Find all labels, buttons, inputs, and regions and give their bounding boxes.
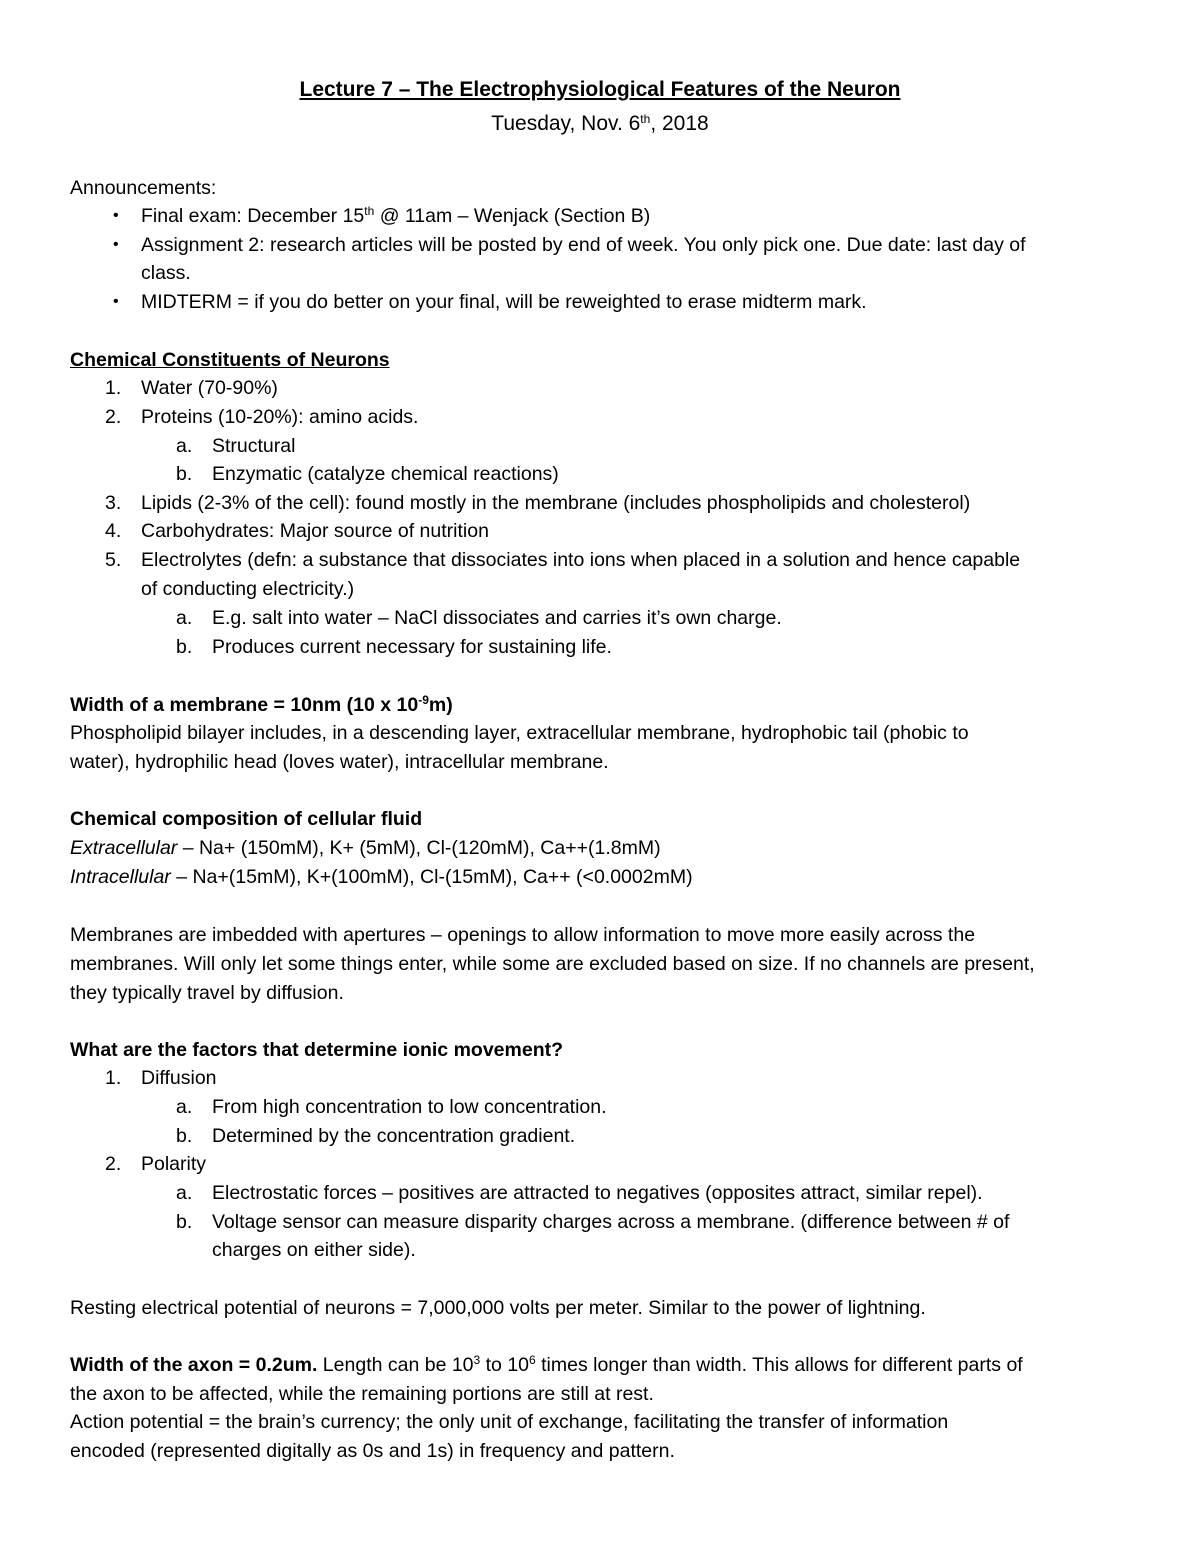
intracellular-label: Intracellular <box>70 866 171 888</box>
extracellular-text: – Na+ (150mM), K+ (5mM), Cl-(120mM), Ca++(1.8mM) <box>177 837 661 859</box>
list-marker: 5. <box>105 549 122 571</box>
list-item: Determined by the concentration gradient. <box>212 1125 576 1147</box>
bullet-icon: • <box>113 293 119 310</box>
lecture-date <box>0 112 1200 136</box>
list-marker: b. <box>176 636 193 658</box>
extracellular-label: Extracellular <box>70 837 178 859</box>
list-marker: a. <box>176 1182 193 1204</box>
section-heading: What are the factors that determine ionic movement? <box>70 1039 564 1061</box>
paragraph-line: membranes. Will only let some things enter, while some are excluded based on size. If no channels are present, <box>70 953 1035 975</box>
list-item: Lipids (2-3% of the cell): found mostly in the membrane (includes phospholipids and cholesterol) <box>141 492 971 514</box>
list-marker: 2. <box>105 406 122 428</box>
announcement-item: Assignment 2: research articles will be posted by end of week. You only pick one. Due date: last day of <box>141 234 1026 256</box>
list-marker: b. <box>176 1125 193 1147</box>
list-item: Carbohydrates: Major source of nutrition <box>141 520 489 542</box>
paragraph-line: Resting electrical potential of neurons = 7,000,000 volts per meter. Similar to the power of lightning. <box>70 1297 926 1319</box>
announcement-item: MIDTERM = if you do better on your final, will be reweighted to erase midterm mark. <box>141 291 867 313</box>
list-marker: a. <box>176 435 193 457</box>
announcement-item <box>141 204 650 228</box>
list-item: Structural <box>212 435 296 457</box>
list-item: Electrostatic forces – positives are attracted to negatives (opposites attract, similar repel). <box>212 1182 983 1204</box>
list-item: Enzymatic (catalyze chemical reactions) <box>212 463 559 485</box>
axon-text: to 10 <box>480 1354 530 1376</box>
extracellular-line <box>70 836 661 860</box>
list-item: From high concentration to low concentration. <box>212 1096 607 1118</box>
list-marker: 1. <box>105 1067 122 1089</box>
paragraph-line: Membranes are imbedded with apertures – openings to allow information to move more easily across the <box>70 924 976 946</box>
axon-line <box>70 1353 1023 1377</box>
list-item: Proteins (10-20%): amino acids. <box>141 406 419 428</box>
date-year: , 2018 <box>650 112 709 135</box>
list-marker: 4. <box>105 520 122 542</box>
axon-sup: 3 <box>473 1353 481 1367</box>
intracellular-line <box>70 865 693 889</box>
announcement-item-cont: class. <box>141 262 191 284</box>
paragraph-line: water), hydrophilic head (loves water), intracellular membrane. <box>70 751 609 773</box>
list-marker: 3. <box>105 492 122 514</box>
announcements-heading: Announcements: <box>70 177 217 199</box>
item-text-rest: @ 11am – Wenjack (Section B) <box>374 205 651 227</box>
section-heading: Chemical composition of cellular fluid <box>70 808 423 830</box>
list-marker: a. <box>176 607 193 629</box>
bullet-icon: • <box>113 236 119 253</box>
item-sup: th <box>364 204 375 218</box>
list-item-cont: charges on either side). <box>212 1239 416 1261</box>
paragraph-line: Action potential = the brain’s currency; the only unit of exchange, facilitating the transfer of information <box>70 1411 949 1433</box>
axon-sup: 6 <box>529 1353 536 1367</box>
list-item: E.g. salt into water – NaCl dissociates and carries it’s own charge. <box>212 607 782 629</box>
item-text: Final exam: December 15 <box>141 205 365 227</box>
list-marker: 1. <box>105 377 122 399</box>
list-item: Diffusion <box>141 1067 217 1089</box>
paragraph-line: they typically travel by diffusion. <box>70 982 344 1004</box>
intracellular-text: – Na+(15mM), K+(100mM), Cl-(15mM), Ca++ (<0.0002mM) <box>170 866 693 888</box>
list-marker: 2. <box>105 1153 122 1175</box>
list-marker: a. <box>176 1096 193 1118</box>
membrane-heading <box>70 693 453 717</box>
list-item-cont: of conducting electricity.) <box>141 578 355 600</box>
list-item: Electrolytes (defn: a substance that dissociates into ions when placed in a solution and hence capable <box>141 549 1021 571</box>
list-marker: b. <box>176 463 193 485</box>
axon-text: Length can be 10 <box>317 1354 474 1376</box>
page-title: Lecture 7 – The Electrophysiological Features of the Neuron <box>299 78 901 101</box>
list-marker: b. <box>176 1211 193 1233</box>
section-heading: Chemical Constituents of Neurons <box>70 349 390 371</box>
list-item: Voltage sensor can measure disparity charges across a membrane. (difference between # of <box>212 1211 1010 1233</box>
heading-text-end: m) <box>428 694 453 716</box>
date-text: Tuesday, Nov. 6 <box>491 112 641 135</box>
list-item: Polarity <box>141 1153 207 1175</box>
heading-sup: -9 <box>418 693 429 707</box>
bullet-icon: • <box>113 207 119 224</box>
paragraph-line: Phospholipid bilayer includes, in a descending layer, extracellular membrane, hydrophobic tail (phobic to <box>70 722 969 744</box>
list-item: Produces current necessary for sustaining life. <box>212 636 612 658</box>
list-item: Water (70-90%) <box>141 377 278 399</box>
heading-text: Width of a membrane = 10nm (10 x 10 <box>70 694 419 716</box>
axon-bold: Width of the axon = 0.2um. <box>70 1354 318 1376</box>
paragraph-line: the axon to be affected, while the remaining portions are still at rest. <box>70 1383 654 1405</box>
paragraph-line: encoded (represented digitally as 0s and 1s) in frequency and pattern. <box>70 1440 675 1462</box>
axon-text: times longer than width. This allows for different parts of <box>535 1354 1023 1376</box>
date-sup: th <box>640 112 651 126</box>
